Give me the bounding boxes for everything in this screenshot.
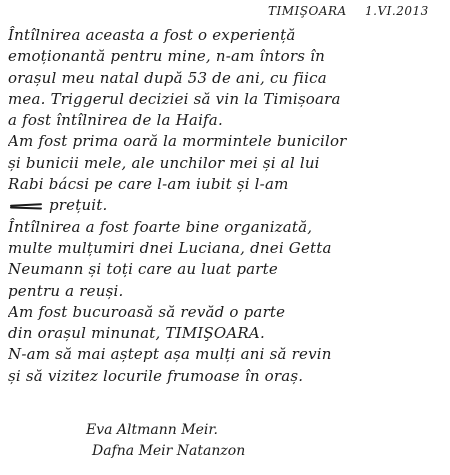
letter-line: Întîlnirea aceasta a fost o experiență [8,26,296,44]
letter-line: Am fost bucuroasă să revăd o parte [8,302,286,321]
crossed-out-word [8,200,44,212]
letter-line: Neumann și toți care au luat parte [8,260,278,279]
letter-line: din orașul minunat, TIMIŞOARA. [8,324,265,343]
letter-line: pentru a reuși. [8,281,124,300]
signature-block [86,420,386,462]
signature: Eva Altmann Meir. [86,422,218,438]
letter-line: orașul meu natal după 53 de ani, cu fiica [8,68,327,87]
letter-line: Întîlnirea a fost foarte bine organizată, [8,217,313,236]
letter-body [8,25,444,387]
letter-line: Rabi bácsi pe care l-am iubit și l-am [8,175,289,194]
letter-line: mea. Triggerul deciziei să vin la Timișoara [8,89,341,108]
signature: Dafna Meir Natanzon [92,443,246,459]
letter-line: și bunicii mele, ale unchilor mei și al lui [8,153,320,172]
letter-line: Am fost prima oară la mormintele bunicilor [8,132,347,151]
letter-line: și să vizitez locurile frumoase în oraș. [8,366,304,385]
letter-line: N-am să mai aștept așa mulți ani să revin [8,345,332,364]
letter-city: TIMIŞOARA [268,4,347,18]
letter-line: multe mulțumiri dnei Luciana, dnei Getta [8,238,332,257]
letter-line: emoționantă pentru mine, n-am întors în [8,47,325,66]
letter-line: a fost întîlnirea de la Haifa. [8,111,223,130]
letter-date: 1.VI.2013 [365,4,429,18]
letter-header [268,4,444,18]
letter-line: prețuit. [8,195,444,216]
